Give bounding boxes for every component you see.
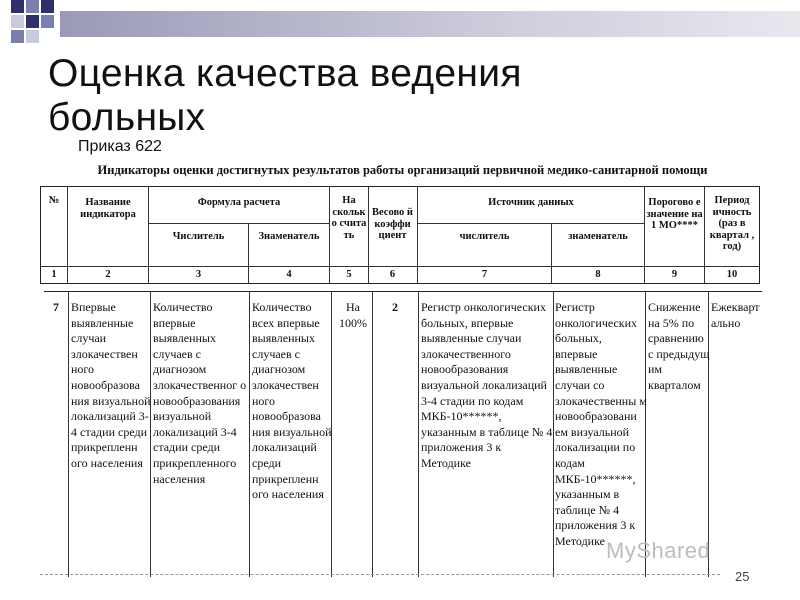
row-divider: [41, 266, 759, 267]
threshold-value: Снижение на 5% по сравнению с предыдущ им кварталом: [648, 300, 710, 392]
decor-square-dark: [41, 0, 54, 13]
how-often-value: На 100%: [339, 300, 367, 330]
header-period: Период ичность (раз в квартал , год): [709, 195, 755, 252]
col-number: 4: [286, 269, 292, 280]
slide-title: Оценка качества ведения больных: [48, 52, 522, 139]
header-name: Название индикатора: [80, 197, 136, 220]
row-divider: [148, 223, 329, 224]
col-number: 9: [671, 269, 678, 280]
decor-square-mid: [26, 0, 39, 13]
document-title: Индикаторы оценки достигнутых результатов работы организаций первичной медико-санитарной помощи: [97, 163, 708, 177]
decor-square-dark: [26, 15, 39, 28]
col-number: 3: [195, 269, 202, 280]
header-numerator: Числитель: [172, 231, 225, 242]
col-number: 1: [51, 269, 57, 280]
source-numerator: Регистр онкологических больных, впервые выявленные случаи злокачественного новообразования визуальной локализаций 3-4 стадии по кодам МКБ-10******, указанным в таблице № 4 приложения 3 к Методике: [421, 300, 553, 470]
period-value: Ежекварт ально: [711, 300, 760, 330]
header-weight: Весово й коэффи циент: [372, 207, 413, 241]
col-divider: [372, 292, 373, 577]
page-number: 25: [735, 569, 750, 584]
formula-numerator: Количество впервые выявленных случаев с диагнозом злокачественног о новообразования визуальной локализаций 3-4 стадии среди прикрепленного населения: [153, 300, 247, 486]
col-divider: [418, 292, 419, 577]
formula-denominator: Количество всех впервые выявленных случаев с диагнозом злокачествен ного новообразова ния визуальной локализаций среди прикрепленн ого населения: [252, 300, 332, 502]
indicator-name: Впервые выявленные случаи злокачествен ного новообразова ния визуальной локализаций 3-4 стадии среди прикрепленн ого населения: [71, 300, 151, 470]
col-divider: [249, 292, 250, 577]
table-header: [40, 186, 760, 284]
col-number: 10: [726, 269, 738, 280]
header-num: №: [48, 195, 60, 206]
header-src-numerator: числитель: [459, 231, 510, 242]
decor-square-mid: [41, 15, 54, 28]
watermark: MyShared: [606, 538, 711, 563]
decor-square-light: [26, 30, 39, 43]
weight-value: 2: [392, 300, 398, 314]
source-denominator: Регистр онкологических больных, впервые выявленные случаи со злокачественны м новообразовани ем визуальной локализации по кодам МКБ-10******, указанным в таблице № 4 приложения 3 к Методике: [555, 300, 647, 548]
col-divider: [68, 292, 69, 577]
slide-subtitle: Приказ 622: [78, 138, 162, 155]
header-bar: [60, 11, 800, 37]
col-number: 7: [481, 269, 488, 280]
col-number: 2: [105, 269, 111, 280]
header-how-often: На скольк о счита ть: [331, 195, 367, 241]
col-number: 6: [389, 269, 396, 280]
col-number: 8: [595, 269, 601, 280]
col-number: 5: [346, 269, 352, 280]
scan-edge: [40, 574, 720, 583]
header-formula: Формула расчета: [197, 197, 281, 208]
header-src-denominator: знаменатель: [568, 231, 628, 242]
table-row: [44, 291, 762, 577]
header-threshold: Порогово е значение на 1 МО****: [646, 197, 703, 231]
row-divider: [417, 223, 644, 224]
row-number: 7: [53, 300, 59, 314]
decor-square-dark: [11, 0, 24, 13]
header-denominator: Знаменатель: [258, 231, 320, 242]
header-source: Источник данных: [488, 197, 574, 208]
decor-square-mid: [11, 30, 24, 43]
decor-square-light: [11, 15, 24, 28]
